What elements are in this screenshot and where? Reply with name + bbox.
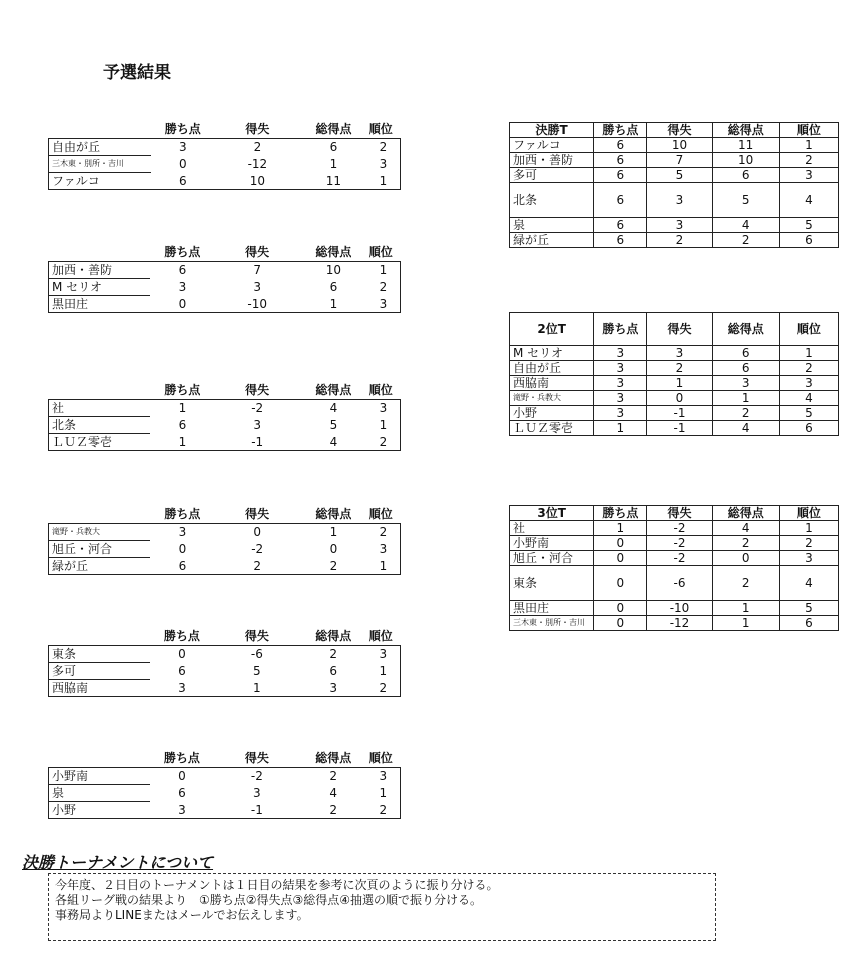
cell-rank: 1 <box>367 417 401 434</box>
column-header: 総得点 <box>315 245 352 259</box>
cell-rank: 3 <box>367 400 401 417</box>
group-header-row <box>49 120 401 139</box>
cell-pts: 6 <box>594 233 647 248</box>
team-row <box>510 521 839 536</box>
cell-gf: 1 <box>712 601 779 616</box>
column-header: 得失 <box>245 122 270 136</box>
team-name: 多可 <box>49 663 150 680</box>
cell-gd: 2 <box>215 139 300 156</box>
cell-pts: 3 <box>151 139 215 156</box>
column-header: 総得点 <box>315 629 352 643</box>
team-row <box>510 183 839 218</box>
cell-rank: 2 <box>367 680 401 697</box>
team-name: 三木東・別所・吉川 <box>49 156 151 173</box>
column-header: 勝ち点 <box>163 751 200 765</box>
cell-gd: 0 <box>647 391 712 406</box>
column-header: 総得点 <box>712 506 779 521</box>
cell-gf: 1 <box>712 391 779 406</box>
cell-rank: 3 <box>779 168 838 183</box>
cell-gf: 1 <box>712 616 779 631</box>
cell-gf: 4 <box>712 218 779 233</box>
cell-gf: 10 <box>300 262 367 279</box>
column-header: 勝ち点 <box>163 629 200 643</box>
cell-gd: -12 <box>647 616 712 631</box>
team-row <box>49 663 401 680</box>
cell-pts: 3 <box>178 280 187 294</box>
tournament-header-row <box>510 123 839 138</box>
column-header: 順位 <box>368 751 393 765</box>
page-title: 予選結果 <box>103 63 171 83</box>
cell-pts: 0 <box>594 601 647 616</box>
team-row <box>49 785 401 802</box>
tournament-table <box>509 312 839 436</box>
group-header-row <box>49 749 401 768</box>
column-header: 順位 <box>368 507 393 521</box>
cell-rank: 2 <box>367 139 401 156</box>
cell-gd: -2 <box>647 521 712 536</box>
cell-pts: 0 <box>178 542 187 556</box>
team-name: 西脇南 <box>510 376 594 391</box>
cell-gd: -10 <box>214 296 300 313</box>
column-header: 勝ち点 <box>594 123 647 138</box>
group-header-row <box>49 381 401 400</box>
cell-gd: 2 <box>647 233 712 248</box>
group-header-row <box>49 505 401 524</box>
cell-gd: 7 <box>647 153 712 168</box>
cell-gf: 4 <box>712 421 779 436</box>
team-name: ファルコ <box>510 138 594 153</box>
cell-pts: 1 <box>594 421 647 436</box>
team-row <box>510 153 839 168</box>
team-name: 旭丘・河合 <box>510 551 594 566</box>
cell-pts: 0 <box>178 157 187 171</box>
column-header: 得失 <box>647 506 712 521</box>
cell-rank: 2 <box>779 361 838 376</box>
cell-rank: 4 <box>779 391 838 406</box>
cell-gd: -2 <box>214 400 300 417</box>
team-name: 緑が丘 <box>49 558 151 575</box>
team-name: ファルコ <box>49 173 151 190</box>
cell-gd: 3 <box>253 418 261 432</box>
team-row <box>510 346 839 361</box>
cell-gf: 2 <box>300 558 367 575</box>
cell-pts: 3 <box>594 361 647 376</box>
cell-gf: 11 <box>300 173 367 190</box>
column-header: 勝ち点 <box>164 245 201 259</box>
cell-rank: 3 <box>367 156 401 173</box>
column-header: 順位 <box>368 629 393 643</box>
column-header: 総得点 <box>315 751 352 765</box>
cell-pts: 3 <box>150 802 214 819</box>
cell-pts: 1 <box>150 434 214 451</box>
team-name: 自由が丘 <box>510 361 594 376</box>
group-table <box>48 505 401 575</box>
cell-pts: 6 <box>594 218 647 233</box>
group-header-row <box>49 627 401 646</box>
note-line: 各組リーグ戦の結果より ①勝ち点②得失点③総得点④抽選の順で振り分ける。 <box>55 893 483 907</box>
cell-pts: 0 <box>594 536 647 551</box>
group-table <box>48 120 401 190</box>
cell-rank: 1 <box>367 173 401 190</box>
team-row <box>49 279 401 296</box>
cell-gf: 6 <box>712 361 779 376</box>
cell-gf: 2 <box>712 406 779 421</box>
column-header: 順位 <box>368 383 393 397</box>
team-row <box>510 601 839 616</box>
team-name: 北条 <box>510 183 594 218</box>
cell-pts: 6 <box>594 153 647 168</box>
cell-gd: 1 <box>214 680 300 697</box>
team-name: 滝野・兵教大 <box>510 391 594 406</box>
team-name: ＬＵＺ零壱 <box>510 421 594 436</box>
cell-gf: 4 <box>300 434 367 451</box>
cell-gd: 10 <box>647 138 712 153</box>
cell-rank: 2 <box>779 153 838 168</box>
column-header: 順位 <box>368 122 393 136</box>
team-row <box>49 768 401 785</box>
column-header: 勝ち点 <box>594 506 647 521</box>
cell-gf: 5 <box>712 183 779 218</box>
column-header: 勝ち点 <box>594 313 647 346</box>
team-name: 小野 <box>510 406 594 421</box>
cell-gf: 2 <box>300 802 367 819</box>
cell-rank: 5 <box>779 218 838 233</box>
column-header: 総得点 <box>712 313 779 346</box>
team-row <box>510 168 839 183</box>
team-name: 三木東・別所・吉川 <box>510 616 594 631</box>
cell-pts: 3 <box>150 524 214 541</box>
team-name: 西脇南 <box>49 680 150 697</box>
cell-gf: 2 <box>712 566 779 601</box>
column-header <box>49 381 151 400</box>
cell-pts: 3 <box>594 391 647 406</box>
team-row <box>510 406 839 421</box>
column-header <box>49 627 150 646</box>
cell-gf: 4 <box>329 786 338 800</box>
column-header: 勝ち点 <box>164 507 201 521</box>
column-header: 総得点 <box>315 383 352 397</box>
cell-gf: 1 <box>300 524 367 541</box>
cell-pts: 3 <box>594 406 647 421</box>
cell-pts: 3 <box>150 680 214 697</box>
cell-rank: 6 <box>779 421 838 436</box>
cell-rank: 3 <box>367 768 401 785</box>
team-row <box>510 551 839 566</box>
column-header <box>49 505 151 524</box>
cell-rank: 5 <box>779 601 838 616</box>
cell-gf: 2 <box>712 536 779 551</box>
team-name: 黒田庄 <box>49 296 151 313</box>
team-row <box>49 173 401 190</box>
team-row <box>510 421 839 436</box>
column-header: 得失 <box>647 313 712 346</box>
cell-rank: 2 <box>367 524 401 541</box>
cell-rank: 2 <box>367 802 401 819</box>
cell-gf: 10 <box>712 153 779 168</box>
column-header: 得失 <box>244 751 269 765</box>
cell-gf: 4 <box>300 400 367 417</box>
column-header: 順位 <box>779 313 838 346</box>
cell-gd: -6 <box>214 646 300 663</box>
cell-gd: 3 <box>647 183 712 218</box>
cell-gd: -1 <box>647 421 712 436</box>
column-header: 総得点 <box>712 123 779 138</box>
team-row <box>49 139 401 156</box>
cell-rank: 2 <box>367 279 401 296</box>
team-name: 緑が丘 <box>510 233 594 248</box>
cell-gf: 6 <box>329 280 338 294</box>
cell-rank: 1 <box>779 346 838 361</box>
team-name: M セリオ <box>49 279 151 296</box>
team-row <box>49 680 401 697</box>
team-name: 小野南 <box>49 768 150 785</box>
cell-pts: 6 <box>150 262 214 279</box>
cell-pts: 0 <box>150 768 214 785</box>
team-name: 小野 <box>49 802 150 819</box>
team-row <box>49 541 401 558</box>
cell-pts: 6 <box>594 183 647 218</box>
tournament-header-row <box>510 313 839 346</box>
column-header: 3位T <box>510 506 594 521</box>
cell-rank: 1 <box>367 663 401 680</box>
team-row <box>49 417 401 434</box>
team-name: 泉 <box>49 785 150 802</box>
cell-gf: 3 <box>712 376 779 391</box>
cell-pts: 6 <box>594 138 647 153</box>
team-row <box>510 536 839 551</box>
team-row <box>49 296 401 313</box>
team-row <box>49 434 401 451</box>
group-table <box>48 749 401 819</box>
column-header: 順位 <box>368 245 393 259</box>
cell-gd: 3 <box>647 346 712 361</box>
cell-gd: -1 <box>214 802 300 819</box>
cell-gf: 2 <box>712 233 779 248</box>
team-name: ＬＵＺ零壱 <box>49 434 151 451</box>
team-name: 加西・善防 <box>49 262 151 279</box>
cell-gd: 5 <box>253 664 261 678</box>
team-row <box>510 616 839 631</box>
team-name: 加西・善防 <box>510 153 594 168</box>
cell-pts: 6 <box>150 558 214 575</box>
team-name: 小野南 <box>510 536 594 551</box>
cell-gd: 2 <box>647 361 712 376</box>
team-name: 滝野・兵教大 <box>49 524 151 541</box>
cell-rank: 3 <box>779 551 838 566</box>
cell-gf: 2 <box>300 768 367 785</box>
cell-pts: 1 <box>150 400 214 417</box>
cell-pts: 1 <box>594 521 647 536</box>
cell-gd: -10 <box>647 601 712 616</box>
cell-gf: 5 <box>329 418 338 432</box>
cell-gf: 0 <box>329 542 338 556</box>
cell-gd: 10 <box>215 173 300 190</box>
team-name: 黒田庄 <box>510 601 594 616</box>
cell-gd: 3 <box>253 280 261 294</box>
cell-gd: -6 <box>647 566 712 601</box>
team-row <box>510 566 839 601</box>
column-header: 決勝T <box>510 123 594 138</box>
tournament-info-heading: 決勝トーナメントについて <box>22 853 214 872</box>
column-header: 順位 <box>779 123 838 138</box>
cell-pts: 6 <box>178 664 186 678</box>
cell-rank: 4 <box>779 183 838 218</box>
team-name: 東条 <box>510 566 594 601</box>
cell-gd: -1 <box>214 434 300 451</box>
cell-rank: 1 <box>367 785 401 802</box>
cell-rank: 6 <box>779 616 838 631</box>
cell-gd: 2 <box>214 558 300 575</box>
cell-rank: 1 <box>367 558 401 575</box>
column-header: 勝ち点 <box>164 122 201 136</box>
column-header: 総得点 <box>315 507 352 521</box>
cell-rank: 2 <box>367 434 401 451</box>
cell-rank: 6 <box>779 233 838 248</box>
cell-rank: 3 <box>367 541 401 558</box>
cell-gd: 3 <box>253 786 261 800</box>
column-header: 得失 <box>245 383 270 397</box>
cell-rank: 3 <box>367 296 401 313</box>
note-line: 事務局よりLINEまたはメールでお伝えします。 <box>55 908 309 922</box>
cell-gf: 0 <box>712 551 779 566</box>
cell-gf: 11 <box>712 138 779 153</box>
cell-rank: 1 <box>779 521 838 536</box>
team-row <box>510 391 839 406</box>
cell-pts: 3 <box>594 346 647 361</box>
team-name: 社 <box>510 521 594 536</box>
column-header: 順位 <box>779 506 838 521</box>
column-header <box>49 243 151 262</box>
team-name: 東条 <box>49 646 150 663</box>
cell-gf: 6 <box>300 139 367 156</box>
cell-rank: 2 <box>779 536 838 551</box>
cell-pts: 0 <box>150 646 214 663</box>
cell-rank: 4 <box>779 566 838 601</box>
team-row <box>510 361 839 376</box>
team-row <box>49 524 401 541</box>
team-row <box>510 138 839 153</box>
cell-gd: 5 <box>647 168 712 183</box>
team-row <box>49 156 401 173</box>
cell-pts: 0 <box>150 296 214 313</box>
cell-gd: 0 <box>214 524 300 541</box>
cell-gd: 1 <box>647 376 712 391</box>
column-header: 勝ち点 <box>164 383 201 397</box>
team-name: 旭丘・河合 <box>49 541 151 558</box>
column-header: 得失 <box>245 245 270 259</box>
cell-gd: -2 <box>647 551 712 566</box>
team-name: 北条 <box>49 417 151 434</box>
column-header: 得失 <box>244 629 269 643</box>
column-header <box>49 120 151 139</box>
cell-gf: 1 <box>329 157 338 171</box>
cell-pts: 0 <box>594 566 647 601</box>
tournament-table <box>509 505 839 631</box>
column-header: 得失 <box>245 507 270 521</box>
cell-rank: 1 <box>367 262 401 279</box>
group-table <box>48 381 401 451</box>
column-header <box>49 749 150 768</box>
team-row <box>510 233 839 248</box>
cell-gf: 3 <box>300 680 367 697</box>
cell-gd: -1 <box>647 406 712 421</box>
cell-gd: 7 <box>214 262 300 279</box>
team-name: 社 <box>49 400 151 417</box>
cell-gf: 2 <box>300 646 367 663</box>
cell-gd: 3 <box>647 218 712 233</box>
cell-gd: -12 <box>247 157 268 171</box>
cell-gd: -2 <box>251 542 264 556</box>
column-header: 得失 <box>647 123 712 138</box>
group-table <box>48 627 401 697</box>
cell-gf: 1 <box>300 296 367 313</box>
team-name: 自由が丘 <box>49 139 151 156</box>
team-row <box>510 376 839 391</box>
team-row <box>49 558 401 575</box>
cell-rank: 1 <box>779 138 838 153</box>
team-row <box>49 400 401 417</box>
team-row <box>49 646 401 663</box>
tournament-header-row <box>510 506 839 521</box>
cell-pts: 6 <box>151 173 215 190</box>
cell-gf: 6 <box>712 168 779 183</box>
team-row <box>49 262 401 279</box>
notes-box <box>48 873 716 941</box>
team-row <box>49 802 401 819</box>
team-name: 泉 <box>510 218 594 233</box>
tournament-table <box>509 122 839 248</box>
cell-pts: 6 <box>178 786 186 800</box>
cell-pts: 6 <box>594 168 647 183</box>
column-header: 総得点 <box>315 122 352 136</box>
cell-pts: 0 <box>594 616 647 631</box>
cell-gd: -2 <box>647 536 712 551</box>
cell-rank: 3 <box>367 646 401 663</box>
column-header: 2位T <box>510 313 594 346</box>
group-header-row <box>49 243 401 262</box>
group-table <box>48 243 401 313</box>
cell-gf: 6 <box>329 664 338 678</box>
team-name: 多可 <box>510 168 594 183</box>
note-line: 今年度、２日目のトーナメントは１日目の結果を参考に次頁のように振り分ける。 <box>55 878 499 892</box>
cell-pts: 3 <box>594 376 647 391</box>
cell-rank: 3 <box>779 376 838 391</box>
team-row <box>510 218 839 233</box>
cell-pts: 6 <box>178 418 187 432</box>
cell-pts: 0 <box>594 551 647 566</box>
team-name: M セリオ <box>510 346 594 361</box>
cell-rank: 5 <box>779 406 838 421</box>
cell-gd: -2 <box>214 768 300 785</box>
cell-gf: 6 <box>712 346 779 361</box>
cell-gf: 4 <box>712 521 779 536</box>
